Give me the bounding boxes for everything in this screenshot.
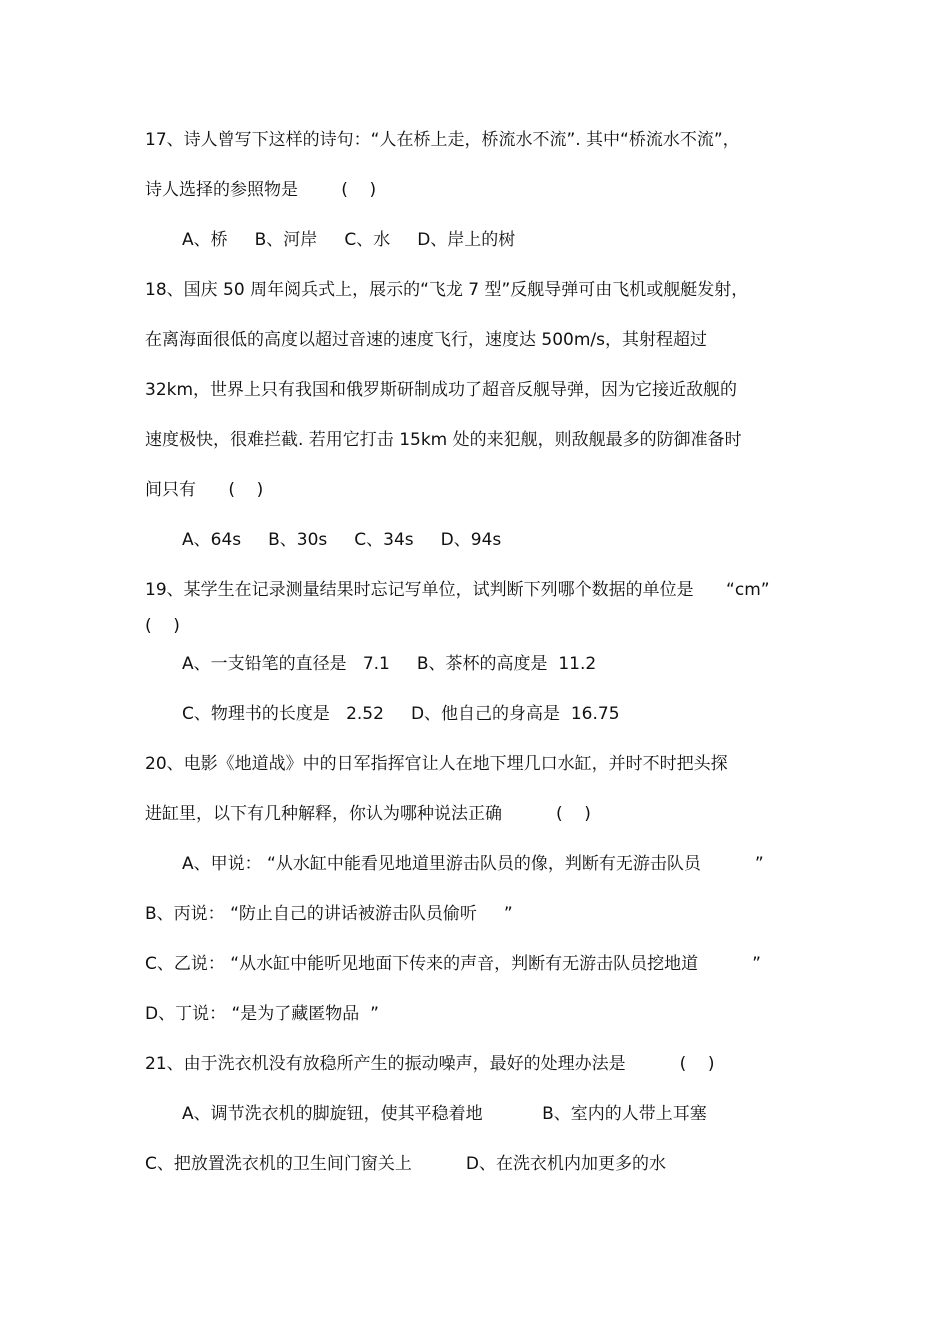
question-19-line-2: ( ) — [145, 616, 180, 636]
question-21-options-ab: A、调节洗衣机的脚旋钮，使其平稳着地 B、室内的人带上耳塞 — [182, 1104, 707, 1124]
question-21-line-1: 21、由于洗衣机没有放稳所产生的振动噪声，最好的处理办法是 ( ) — [145, 1054, 715, 1074]
question-20-line-2: 进缸里，以下有几种解释，你认为哪种说法正确 ( ) — [145, 804, 591, 824]
question-18-line-2: 在离海面很低的高度以超过音速的速度飞行，速度达 500m/s，其射程超过 — [145, 330, 707, 350]
question-20-option-a: A、甲说： “从水缸中能看见地道里游击队员的像，判断有无游击队员 ” — [182, 854, 764, 874]
question-17-line-1: 17、诗人曾写下这样的诗句：“人在桥上走，桥流水不流”. 其中“桥流水不流”， — [145, 130, 740, 150]
question-18-line-1: 18、国庆 50 周年阅兵式上，展示的“飞龙 7 型”反舰导弹可由飞机或舰艇发射， — [145, 280, 749, 300]
question-18-line-5: 间只有 ( ) — [145, 480, 264, 500]
question-19-options-ab: A、一支铅笔的直径是 7.1 B、茶杯的高度是 11.2 — [182, 654, 597, 674]
question-20-option-c: C、乙说： “从水缸中能听见地面下传来的声音，判断有无游击队员挖地道 ” — [145, 954, 761, 974]
question-21-options-cd: C、把放置洗衣机的卫生间门窗关上 D、在洗衣机内加更多的水 — [145, 1154, 666, 1174]
question-18-line-4: 速度极快，很难拦截. 若用它打击 15km 处的来犯舰，则敌舰最多的防御准备时 — [145, 430, 742, 450]
question-19-line-1: 19、某学生在记录测量结果时忘记写单位，试判断下列哪个数据的单位是 “cm” — [145, 580, 770, 600]
question-20-option-d: D、丁说： “是为了藏匿物品 ” — [145, 1004, 379, 1024]
question-18-options: A、64s B、30s C、34s D、94s — [182, 530, 502, 550]
question-17-options: A、桥 B、河岸 C、水 D、岸上的树 — [182, 230, 516, 250]
question-19-options-cd: C、物理书的长度是 2.52 D、他自己的身高是 16.75 — [182, 704, 620, 724]
question-17-line-2: 诗人选择的参照物是 ( ) — [145, 180, 377, 200]
question-18-line-3: 32km，世界上只有我国和俄罗斯研制成功了超音反舰导弹，因为它接近敌舰的 — [145, 380, 738, 400]
question-20-line-1: 20、电影《地道战》中的日军指挥官让人在地下埋几口水缸，并时不时把头探 — [145, 754, 728, 774]
question-20-option-b: B、丙说： “防止自己的讲话被游击队员偷听 ” — [145, 904, 513, 924]
